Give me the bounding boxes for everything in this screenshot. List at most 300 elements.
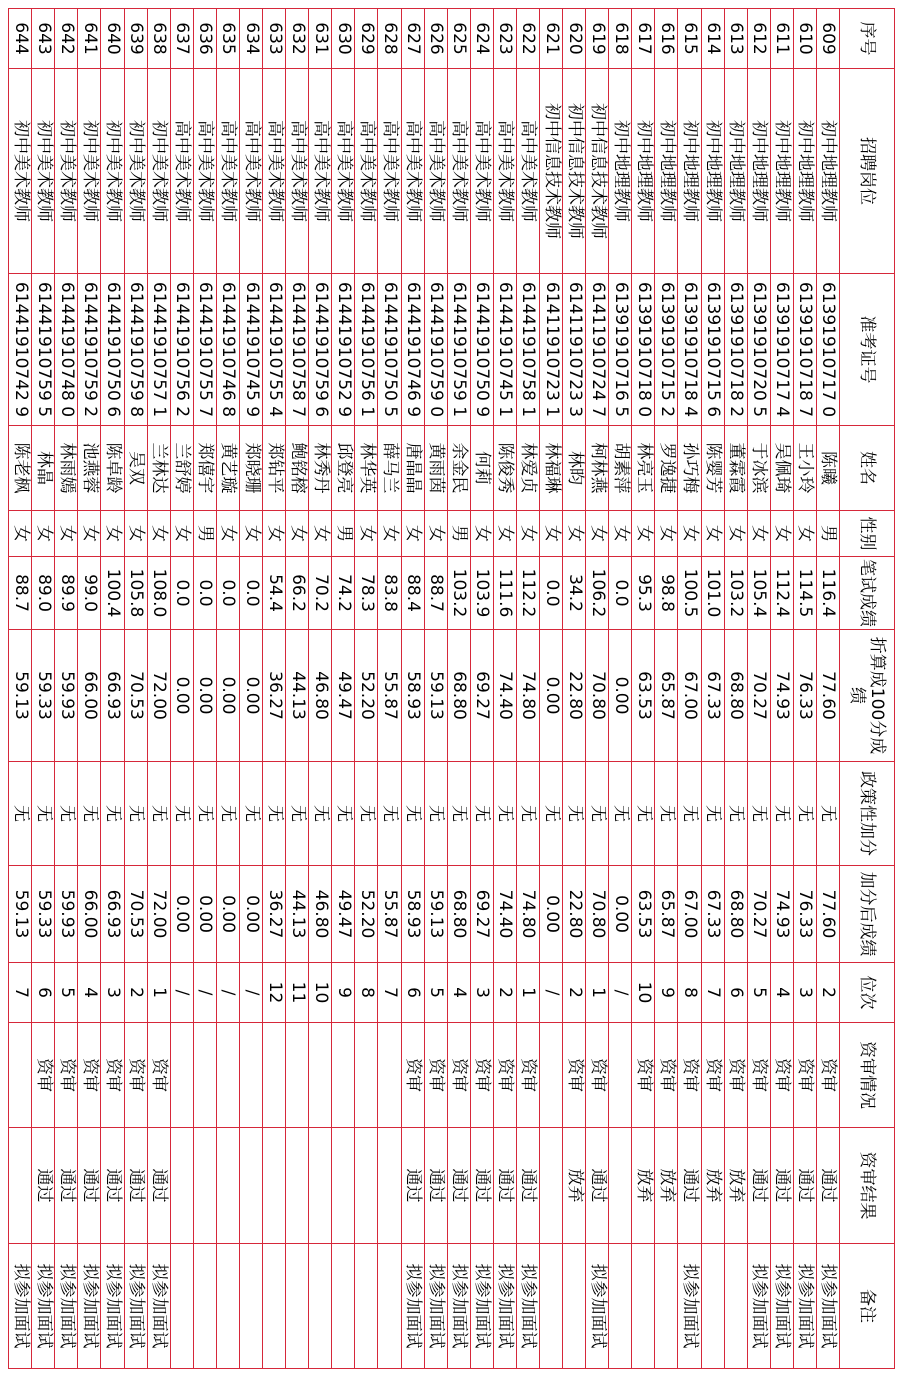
table-cell: 拟参加面试 [78,1244,101,1369]
table-cell: 0.00 [216,630,239,762]
table-cell: 1 [147,963,170,1023]
table-row [609,9,632,1369]
table-cell: 高中美术教师 [401,69,424,274]
table-cell: 女 [9,511,32,557]
table-cell: 于冰滨 [747,426,770,511]
table-cell: 女 [216,511,239,557]
table-cell: / [193,963,216,1023]
table-cell: 无 [332,762,355,866]
table-cell: 625 [447,9,470,69]
table-cell: 女 [124,511,147,557]
table-cell: 61391910715 6 [701,274,724,426]
table-cell: 无 [563,762,586,866]
table-cell: 女 [632,511,655,557]
table-cell: 无 [470,762,493,866]
table-row [378,9,401,1369]
table-cell: 初中地理教师 [632,69,655,274]
table-cell: 拟参加面试 [124,1244,147,1369]
table-cell: 无 [378,762,401,866]
column-header: 序号 [840,9,895,69]
table-cell [193,1128,216,1244]
table-cell: 无 [9,762,32,866]
table-cell: 69.27 [470,630,493,762]
table-cell: 高中美术教师 [424,69,447,274]
table-row [424,9,447,1369]
table-cell: 无 [101,762,124,866]
table-cell: 10 [309,963,332,1023]
table-cell: 76.33 [793,866,816,963]
table-cell: 通过 [793,1128,816,1244]
table-cell: 何莉 [470,426,493,511]
table-cell: 1 [586,963,609,1023]
table-cell: 612 [747,9,770,69]
table-cell: 无 [78,762,101,866]
table-cell [170,1023,193,1128]
table-cell: 7 [701,963,724,1023]
table-cell: 女 [309,511,332,557]
table-cell: 609 [816,9,839,69]
table-cell: 103.2 [724,557,747,630]
table-cell: 72.00 [147,630,170,762]
table-cell: 陈俊秀 [493,426,516,511]
table-cell: 76.33 [793,630,816,762]
table-cell: 8 [678,963,701,1023]
table-cell: 无 [309,762,332,866]
table-cell: 613 [724,9,747,69]
table-cell: 无 [747,762,770,866]
table-cell: 610 [793,9,816,69]
table-cell [263,1128,286,1244]
table-cell: 通过 [101,1128,124,1244]
table-cell: 高中美术教师 [516,69,539,274]
table-cell [9,1023,32,1128]
table-cell: 男 [332,511,355,557]
table-cell [170,1244,193,1369]
table-cell: 61391910715 2 [655,274,678,426]
table-cell: 630 [332,9,355,69]
table-cell: 46.80 [309,630,332,762]
table-cell: 615 [678,9,701,69]
table-cell: 114.5 [793,557,816,630]
table-cell: 643 [32,9,55,69]
table-cell: 617 [632,9,655,69]
table-cell: 无 [239,762,262,866]
table-cell: 无 [32,762,55,866]
table-cell: 初中美术教师 [101,69,124,274]
table-cell [239,1023,262,1128]
table-cell: 55.87 [378,866,401,963]
table-row [355,9,378,1369]
table-cell: 61441910752 9 [332,274,355,426]
table-cell: 61441910758 7 [286,274,309,426]
table-cell: 女 [770,511,793,557]
table-cell [609,1128,632,1244]
table-cell: 放弃 [655,1128,678,1244]
table-cell: 52.20 [355,630,378,762]
table-cell: 初中美术教师 [78,69,101,274]
table-cell [724,1244,747,1369]
table-cell: 男 [447,511,470,557]
table-cell: 林华英 [355,426,378,511]
table-cell: 初中信息技术教师 [539,69,562,274]
table-cell: 101.0 [701,557,724,630]
results-table [8,8,895,1369]
table-cell: 陈老枫 [9,426,32,511]
table-cell: / [539,963,562,1023]
table-cell: 柯林燕 [586,426,609,511]
table-cell: 资审 [724,1023,747,1128]
table-cell: 633 [263,9,286,69]
table-cell: / [609,963,632,1023]
table-cell: 无 [586,762,609,866]
table-cell: 女 [286,511,309,557]
table-cell: 放弃 [563,1128,586,1244]
table-cell [216,1128,239,1244]
table-cell: 通过 [424,1128,447,1244]
table-cell: 116.4 [816,557,839,630]
table-cell: 68.80 [447,630,470,762]
table-cell: 高中美术教师 [170,69,193,274]
table-row [747,9,770,1369]
table-cell: 68.80 [724,630,747,762]
table-cell: 通过 [147,1128,170,1244]
table-cell: 高中美术教师 [286,69,309,274]
table-cell: 资审 [78,1023,101,1128]
table-cell: 636 [193,9,216,69]
table-cell: 59.13 [424,866,447,963]
column-header: 位次 [840,963,895,1023]
column-header: 资审情况 [840,1023,895,1128]
table-cell: 高中美术教师 [309,69,332,274]
table-cell: 61411910723 1 [539,274,562,426]
table-cell: 5 [55,963,78,1023]
table-cell: 无 [170,762,193,866]
table-cell: 无 [516,762,539,866]
table-cell: 通过 [32,1128,55,1244]
table-cell: 0.00 [170,866,193,963]
table-cell: 资审 [101,1023,124,1128]
table-cell: 65.87 [655,866,678,963]
table-cell: 胡素萍 [609,426,632,511]
table-cell: 111.6 [493,557,516,630]
table-cell: 621 [539,9,562,69]
table-cell: 女 [170,511,193,557]
table-cell: 61441910759 6 [309,274,332,426]
table-cell: 70.80 [586,630,609,762]
table-cell: 112.2 [516,557,539,630]
table-cell: 637 [170,9,193,69]
table-row [286,9,309,1369]
table-cell: 无 [632,762,655,866]
table-cell: 陈婴芳 [701,426,724,511]
table-row [586,9,609,1369]
table-cell [563,1244,586,1369]
table-cell: 拟参加面试 [147,1244,170,1369]
table-cell: 108.0 [147,557,170,630]
table-cell: 通过 [447,1128,470,1244]
table-cell: 61391910718 0 [632,274,655,426]
table-row [9,9,32,1369]
table-cell: 无 [147,762,170,866]
table-cell: 拟参加面试 [816,1244,839,1369]
table-cell: 74.93 [770,866,793,963]
table-cell: 100.5 [678,557,701,630]
table-row [724,9,747,1369]
table-cell: 98.8 [655,557,678,630]
table-cell: 无 [609,762,632,866]
table-cell: 61441910746 8 [216,274,239,426]
table-row [539,9,562,1369]
table-cell: 61441910750 9 [470,274,493,426]
table-cell: 7 [378,963,401,1023]
table-cell [216,1023,239,1128]
table-row [147,9,170,1369]
table-cell: 61441910759 0 [424,274,447,426]
table-cell: 郑钻平 [263,426,286,511]
table-cell: 63.53 [632,630,655,762]
table-cell [655,1244,678,1369]
table-cell: 通过 [493,1128,516,1244]
table-cell: 林晶 [32,426,55,511]
table-cell [355,1244,378,1369]
table-cell: 74.93 [770,630,793,762]
table-cell: 女 [516,511,539,557]
table-cell: 女 [101,511,124,557]
table-cell: 女 [378,511,401,557]
table-cell: 高中美术教师 [378,69,401,274]
table-cell: 无 [770,762,793,866]
table-cell: 61391910718 2 [724,274,747,426]
table-cell: 女 [424,511,447,557]
table-row [55,9,78,1369]
table-cell: 余金民 [447,426,470,511]
table-cell: 52.20 [355,866,378,963]
table-cell: 66.2 [286,557,309,630]
table-cell: 无 [724,762,747,866]
table-cell: 女 [55,511,78,557]
table-cell: 初中美术教师 [147,69,170,274]
table-cell: 67.33 [701,866,724,963]
table-cell: 拟参加面试 [586,1244,609,1369]
table-cell: 0.00 [539,866,562,963]
table-cell: 3 [101,963,124,1023]
table-cell [193,1244,216,1369]
table-cell: 629 [355,9,378,69]
table-cell: 611 [770,9,793,69]
table-cell: 通过 [770,1128,793,1244]
table-cell: 106.2 [586,557,609,630]
table-cell: 女 [32,511,55,557]
table-cell: 无 [678,762,701,866]
table-cell [9,1128,32,1244]
table-row [193,9,216,1369]
table-cell: 61391910720 5 [747,274,770,426]
table-cell: 拟参加面试 [470,1244,493,1369]
table-cell: 邱登亮 [332,426,355,511]
table-cell: 资审 [770,1023,793,1128]
table-cell [332,1128,355,1244]
table-cell: 61441910750 5 [378,274,401,426]
table-cell [286,1023,309,1128]
table-cell: 59.13 [9,630,32,762]
column-header: 招聘岗位 [840,69,895,274]
table-cell: 2 [124,963,147,1023]
table-cell: 郑僖宇 [193,426,216,511]
table-row [470,9,493,1369]
table-cell: 资审 [701,1023,724,1128]
table-cell: 88.7 [9,557,32,630]
table-cell: / [239,963,262,1023]
table-cell: 639 [124,9,147,69]
table-cell: 资审 [401,1023,424,1128]
table-row [563,9,586,1369]
table-cell: 6 [32,963,55,1023]
table-cell: 49.47 [332,866,355,963]
table-cell: 初中地理教师 [816,69,839,274]
table-row [32,9,55,1369]
column-header: 政策性加分 [840,762,895,866]
table-cell: 无 [124,762,147,866]
table-cell: 陈卓龄 [101,426,124,511]
table-row [170,9,193,1369]
table-cell: 59.33 [32,866,55,963]
table-cell [355,1023,378,1128]
table-cell: 女 [239,511,262,557]
table-cell: 61441910759 2 [78,274,101,426]
table-cell: 5 [747,963,770,1023]
table-cell: 61441910759 8 [124,274,147,426]
table-cell: / [170,963,193,1023]
header-row [840,9,895,1369]
table-row [493,9,516,1369]
table-row [101,9,124,1369]
table-cell: 2 [563,963,586,1023]
table-cell: 拟参加面试 [747,1244,770,1369]
table-cell: 70.2 [309,557,332,630]
table-cell: 高中美术教师 [263,69,286,274]
table-cell: 618 [609,9,632,69]
table-cell: 兰舒婷 [170,426,193,511]
table-cell: 初中地理教师 [724,69,747,274]
table-cell: 22.80 [563,630,586,762]
table-cell: 631 [309,9,332,69]
table-cell: 女 [263,511,286,557]
table-header [840,9,895,1369]
table-cell: 无 [424,762,447,866]
table-cell: 拟参加面试 [678,1244,701,1369]
table-cell: 男 [193,511,216,557]
table-cell: 初中信息技术教师 [563,69,586,274]
table-cell: 70.27 [747,630,770,762]
table-cell: 0.00 [609,866,632,963]
table-cell [609,1244,632,1369]
table-cell: 74.40 [493,866,516,963]
table-cell: 77.60 [816,866,839,963]
table-cell: 资审 [678,1023,701,1128]
table-cell: 通过 [78,1128,101,1244]
table-cell: 58.93 [401,630,424,762]
table-cell: 拟参加面试 [447,1244,470,1369]
table-cell: 资审 [516,1023,539,1128]
table-cell: 616 [655,9,678,69]
table-cell: 89.9 [55,557,78,630]
table-cell: 无 [55,762,78,866]
table-cell: 吴双 [124,426,147,511]
table-cell: 通过 [678,1128,701,1244]
table-cell: 女 [724,511,747,557]
table-cell: 61391910718 7 [793,274,816,426]
table-cell: 36.27 [263,630,286,762]
table-cell: 66.93 [101,866,124,963]
table-cell: 59.33 [32,630,55,762]
table-cell: 拟参加面试 [793,1244,816,1369]
table-cell [239,1128,262,1244]
table-cell: 女 [470,511,493,557]
table-cell: 61441910746 9 [401,274,424,426]
table-row [701,9,724,1369]
table-cell: 61391910718 4 [678,274,701,426]
table-cell: 拟参加面试 [9,1244,32,1369]
table-cell: 资审 [655,1023,678,1128]
table-cell: 5 [424,963,447,1023]
table-cell: 无 [816,762,839,866]
table-cell: 通过 [124,1128,147,1244]
table-cell: 61441910742 9 [9,274,32,426]
table-cell [609,1023,632,1128]
table-cell: 郑晓珊 [239,426,262,511]
column-header: 性别 [840,511,895,557]
table-cell [309,1128,332,1244]
table-cell: 70.53 [124,630,147,762]
table-cell: 72.00 [147,866,170,963]
column-header: 备注 [840,1244,895,1369]
table-cell: 66.00 [78,866,101,963]
table-cell: 61441910758 1 [516,274,539,426]
table-cell: 资审 [424,1023,447,1128]
table-cell: 高中美术教师 [193,69,216,274]
table-cell [332,1023,355,1128]
table-cell: 罗逸捷 [655,426,678,511]
table-cell [378,1128,401,1244]
table-cell [170,1128,193,1244]
table-cell: 61441910756 2 [170,274,193,426]
table-cell: 女 [493,511,516,557]
table-row [632,9,655,1369]
table-cell: 7 [9,963,32,1023]
table-row [516,9,539,1369]
table-cell: 55.87 [378,630,401,762]
table-cell [539,1023,562,1128]
table-cell: 拟参加面试 [401,1244,424,1369]
table-cell: 初中地理教师 [747,69,770,274]
table-cell: 女 [147,511,170,557]
table-cell: 9 [655,963,678,1023]
table-row [447,9,470,1369]
table-cell: 通过 [55,1128,78,1244]
table-row [678,9,701,1369]
table-cell: 67.00 [678,630,701,762]
table-cell: 资审 [447,1023,470,1128]
table-cell: 初中美术教师 [9,69,32,274]
table-cell: 资审 [563,1023,586,1128]
table-cell: 女 [355,511,378,557]
table-cell: 拟参加面试 [55,1244,78,1369]
table-cell: 池燕蓉 [78,426,101,511]
table-cell: 69.27 [470,866,493,963]
table-cell: 资审 [124,1023,147,1128]
column-header: 折算成100分成绩 [840,630,895,762]
table-cell: 61441910745 9 [239,274,262,426]
